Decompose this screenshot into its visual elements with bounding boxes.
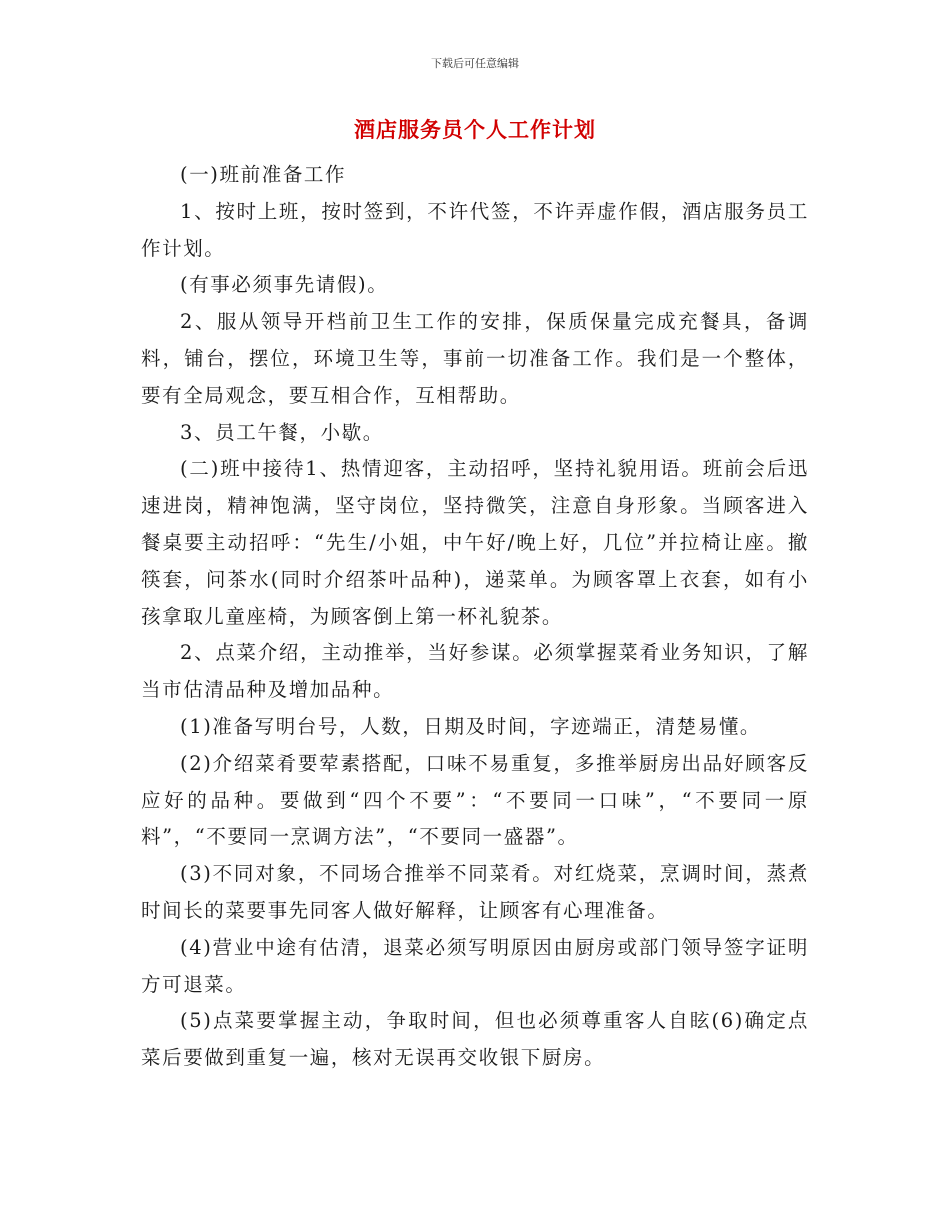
paragraph-section-2: (二)班中接待1、热情迎客，主动招呼，坚持礼貌用语。班前会后迅速进岗，精神饱满，坚守岗位，坚持微笑，注意自身形象。当顾客进入餐桌要主动招呼：“先生/小姐，中午好/晚上好，几位”并拉椅让座。撤筷套，问茶水(同时介绍茶叶品种)，递菜单。为顾客罩上衣套，如有小孩拿取儿童座椅，为顾客倒上第一杯礼貌茶。 (141, 457, 809, 628)
paragraph-item-3: 3、员工午餐，小歇。 (180, 420, 384, 444)
paragraph-sub-2: (2)介绍菜肴要荤素搭配，口味不易重复，多推举厨房出品好顾客反应好的品种。要做到“四个不要”：“不要同一口味”，“不要同一原料”，“不要同一烹调方法”，“不要同一盛器”。 (141, 751, 809, 849)
document-body (141, 157, 809, 1077)
paragraph-item-2: 2、服从领导开档前卫生工作的安排，保质保量完成充餐具，备调料，铺台，摆位，环境卫生等，事前一切准备工作。我们是一个整体，要有全局观念，要互相合作，互相帮助。 (141, 310, 809, 407)
paragraph-sub-5-6: (5)点菜要掌握主动，争取时间，但也必须尊重客人自眩(6)确定点菜后要做到重复一遍，核对无误再交收银下厨房。 (141, 1009, 809, 1070)
paragraph-sub-3: (3)不同对象，不同场合推举不同菜肴。对红烧菜，烹调时间，蒸煮时间长的菜要事先同客人做好解释，让顾客有心理准备。 (141, 862, 809, 922)
paragraph-sub-1: (1)准备写明台号，人数，日期及时间，字迹端正，清楚易懂。 (180, 714, 762, 738)
header-note: 下载后可任意编辑 (431, 57, 519, 70)
document-title: 酒店服务员个人工作计划 (354, 117, 596, 142)
paragraph-ordering: 2、点菜介绍，主动推举，当好参谋。必须掌握菜肴业务知识，了解当市估清品种及增加品种。 (141, 641, 809, 702)
paragraph-section-1-heading: (一)班前准备工作 (180, 163, 347, 186)
paragraph-sub-4: (4)营业中途有估清，退菜必须写明原因由厨房或部门领导签字证明方可退菜。 (141, 935, 809, 996)
paragraph-leave-note: (有事必须事先请假)。 (180, 273, 389, 297)
paragraph-item-1: 1、按时上班，按时签到，不许代签，不许弄虚作假，酒店服务员工作计划。 (141, 199, 809, 260)
